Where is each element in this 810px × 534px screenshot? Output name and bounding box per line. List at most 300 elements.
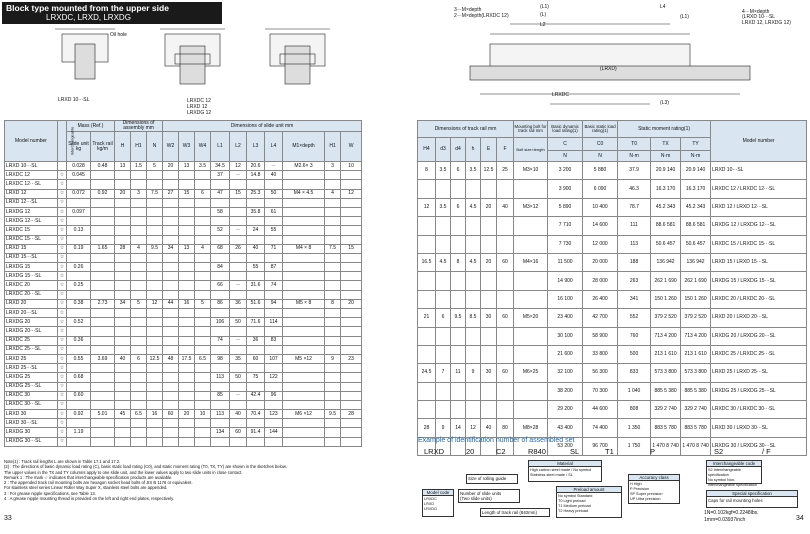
table-cell bbox=[230, 180, 247, 189]
table-cell bbox=[91, 235, 115, 244]
table-cell: 808 bbox=[618, 401, 651, 419]
table-row bbox=[5, 235, 362, 244]
box-preload-head: Preload amount bbox=[557, 487, 621, 493]
table-cell: LRXDG 12···SL bbox=[5, 217, 58, 226]
rt-col-d3: d3 bbox=[436, 138, 451, 162]
rt-head-sta: Basic static load rating(1) bbox=[583, 121, 618, 138]
table-row bbox=[418, 180, 807, 198]
lt-col-w2: W2 bbox=[163, 132, 179, 162]
table-cell: 60 bbox=[230, 428, 247, 437]
table-cell: 26 400 bbox=[583, 290, 618, 308]
table-cell bbox=[67, 217, 91, 226]
table-cell bbox=[466, 290, 481, 308]
box-model-head: Model code bbox=[423, 490, 453, 496]
table-row bbox=[5, 263, 362, 272]
rt-col-h4: H4 bbox=[418, 138, 436, 162]
table-cell bbox=[67, 180, 91, 189]
table-cell: LRXDG 25···SL bbox=[5, 382, 58, 391]
table-cell: ☆ bbox=[58, 382, 67, 391]
table-cell: LRXD 25 / LRXD 25···SL bbox=[711, 364, 807, 382]
table-cell: 58 900 bbox=[583, 327, 618, 345]
table-cell bbox=[179, 226, 195, 235]
table-cell: － bbox=[230, 391, 247, 400]
table-cell: 122 bbox=[265, 373, 283, 382]
table-cell: LRXD 10···SL bbox=[711, 162, 807, 180]
table-cell: ☆ bbox=[58, 419, 67, 428]
table-cell: － bbox=[230, 226, 247, 235]
table-cell bbox=[179, 235, 195, 244]
table-cell bbox=[195, 327, 211, 336]
table-cell bbox=[195, 345, 211, 354]
table-cell bbox=[325, 391, 341, 400]
table-cell bbox=[115, 309, 131, 318]
table-cell bbox=[211, 235, 230, 244]
table-cell: 8 bbox=[451, 253, 466, 271]
table-cell: 10 400 bbox=[583, 198, 618, 216]
table-cell bbox=[265, 400, 283, 409]
table-cell bbox=[265, 180, 283, 189]
table-cell bbox=[115, 253, 131, 262]
table-row bbox=[5, 272, 362, 281]
table-cell: 47 bbox=[211, 189, 230, 198]
table-row bbox=[418, 327, 807, 345]
table-cell bbox=[341, 364, 362, 373]
note-line: For stainless steel series Linear Roller Way Super X, stainless steel bolts are appended. bbox=[4, 485, 168, 491]
table-cell bbox=[131, 336, 147, 345]
table-row bbox=[5, 382, 362, 391]
table-cell bbox=[466, 401, 481, 419]
table-cell: LRXDG 15 bbox=[5, 263, 58, 272]
table-cell bbox=[514, 401, 548, 419]
table-cell bbox=[147, 364, 163, 373]
table-cell: LRXD 15 bbox=[5, 244, 58, 253]
table-cell: 16.5 bbox=[418, 253, 436, 271]
table-cell: LRXD 20 / LRXD 20···SL bbox=[711, 309, 807, 327]
table-cell: 40 bbox=[481, 419, 497, 437]
table-cell bbox=[163, 400, 179, 409]
table-cell bbox=[147, 253, 163, 262]
drawing-label-lrxd10: LRXD 10···SL bbox=[58, 97, 90, 103]
table-row bbox=[5, 400, 362, 409]
table-cell: 13 bbox=[115, 162, 131, 171]
table-cell bbox=[179, 171, 195, 180]
table-cell bbox=[283, 428, 325, 437]
table-cell bbox=[131, 198, 147, 207]
table-cell bbox=[265, 217, 283, 226]
table-cell: 12 bbox=[147, 299, 163, 308]
table-cell bbox=[247, 272, 265, 281]
table-cell bbox=[67, 198, 91, 207]
table-cell: ☆ bbox=[58, 345, 67, 354]
table-cell: 113 bbox=[211, 373, 230, 382]
lt-col-h: H bbox=[115, 132, 131, 162]
table-cell: 833 bbox=[618, 364, 651, 382]
table-cell bbox=[341, 373, 362, 382]
table-cell: 15 bbox=[179, 189, 195, 198]
table-cell bbox=[91, 373, 115, 382]
table-cell bbox=[497, 401, 514, 419]
table-row bbox=[418, 290, 807, 308]
table-cell: 144 bbox=[265, 428, 283, 437]
table-cell: M4×16 bbox=[514, 253, 548, 271]
box-accuracy-text: H High P Precision SP Super precision UP Ultra precision bbox=[630, 482, 663, 501]
lt-body bbox=[5, 162, 362, 447]
table-cell bbox=[265, 364, 283, 373]
table-cell bbox=[115, 391, 131, 400]
table-cell: 0.36 bbox=[67, 336, 91, 345]
table-cell: ☆ bbox=[58, 309, 67, 318]
table-cell: 1.19 bbox=[67, 428, 91, 437]
table-cell: 60 bbox=[497, 253, 514, 271]
table-cell bbox=[147, 226, 163, 235]
table-cell: 573 3 800 bbox=[651, 364, 681, 382]
table-cell bbox=[514, 217, 548, 235]
table-cell: LRXDC 12···SL bbox=[5, 180, 58, 189]
table-cell: 20 bbox=[481, 253, 497, 271]
left-spec-table bbox=[4, 120, 362, 447]
table-cell: 0.028 bbox=[67, 162, 91, 171]
table-cell: LRXDC 25···SL bbox=[5, 345, 58, 354]
table-cell bbox=[230, 272, 247, 281]
table-row bbox=[5, 290, 362, 299]
table-cell bbox=[325, 345, 341, 354]
table-row bbox=[5, 309, 362, 318]
table-cell: 5 890 bbox=[548, 198, 583, 216]
table-cell: 28 bbox=[418, 419, 436, 437]
table-cell bbox=[436, 272, 451, 290]
table-cell bbox=[147, 309, 163, 318]
table-cell bbox=[91, 419, 115, 428]
table-row bbox=[5, 428, 362, 437]
table-cell bbox=[230, 364, 247, 373]
table-cell: 2.73 bbox=[91, 299, 115, 308]
table-cell: LRXDC 12 / LRXDC 12···SL bbox=[711, 180, 807, 198]
table-cell: 9.5 bbox=[147, 244, 163, 253]
table-cell bbox=[341, 235, 362, 244]
table-cell bbox=[481, 290, 497, 308]
table-cell: ☆ bbox=[58, 318, 67, 327]
table-cell bbox=[179, 290, 195, 299]
table-row bbox=[5, 419, 362, 428]
table-cell: 74 bbox=[211, 336, 230, 345]
table-cell bbox=[91, 391, 115, 400]
table-cell: 7 730 bbox=[548, 235, 583, 253]
table-cell bbox=[115, 235, 131, 244]
table-cell: 16 bbox=[179, 299, 195, 308]
lt-head-interchange: Interchangeable bbox=[58, 121, 67, 162]
table-cell: 0.26 bbox=[67, 263, 91, 272]
notes bbox=[4, 459, 404, 501]
table-cell: 123 bbox=[265, 410, 283, 419]
table-cell bbox=[195, 217, 211, 226]
table-cell: 6 bbox=[436, 309, 451, 327]
table-cell: LRXDG 15···SL bbox=[5, 272, 58, 281]
table-cell: 106 bbox=[211, 318, 230, 327]
table-cell: 213 1 610 bbox=[681, 345, 711, 363]
table-cell: 885 5 380 bbox=[681, 382, 711, 400]
table-cell bbox=[195, 180, 211, 189]
table-cell bbox=[265, 327, 283, 336]
code-part-special: / F bbox=[762, 447, 771, 456]
table-cell bbox=[147, 281, 163, 290]
table-cell bbox=[115, 437, 131, 446]
table-cell: 26 bbox=[230, 244, 247, 253]
table-cell: LRXD 15 / LRXD 15···SL bbox=[711, 253, 807, 271]
table-cell: LRXD 15···SL bbox=[5, 253, 58, 262]
table-cell bbox=[247, 382, 265, 391]
table-cell: 329 2 740 bbox=[681, 401, 711, 419]
table-cell bbox=[325, 400, 341, 409]
table-cell bbox=[115, 198, 131, 207]
table-cell bbox=[147, 382, 163, 391]
table-cell bbox=[265, 235, 283, 244]
table-cell: 7.5 bbox=[147, 189, 163, 198]
table-cell: M6×25 bbox=[514, 364, 548, 382]
table-cell: 20 bbox=[481, 198, 497, 216]
table-cell bbox=[283, 207, 325, 216]
table-cell: M5 × 8 bbox=[283, 299, 325, 308]
rt-col-ty: TY bbox=[681, 138, 711, 151]
rt-col-f: F bbox=[497, 138, 514, 162]
table-cell: 883 5 780 bbox=[681, 419, 711, 437]
table-cell: LRXD 30 / LRXD 30···SL bbox=[711, 419, 807, 437]
table-cell: 51.6 bbox=[247, 299, 265, 308]
table-cell: 20 bbox=[163, 162, 179, 171]
lt-col-h1: H1 bbox=[131, 132, 147, 162]
table-cell bbox=[163, 327, 179, 336]
table-cell: 7.5 bbox=[325, 244, 341, 253]
table-cell bbox=[325, 198, 341, 207]
table-cell bbox=[451, 401, 466, 419]
table-cell: 34 bbox=[163, 244, 179, 253]
table-cell: 42.4 bbox=[247, 391, 265, 400]
table-cell: 188 bbox=[618, 253, 651, 271]
table-cell bbox=[325, 437, 341, 446]
table-cell: 552 bbox=[618, 309, 651, 327]
rt-col-e: E bbox=[481, 138, 497, 162]
table-cell: 6.5 bbox=[195, 354, 211, 363]
table-cell: 0.13 bbox=[67, 226, 91, 235]
table-cell bbox=[265, 272, 283, 281]
table-cell: 10 bbox=[195, 410, 211, 419]
table-cell: 760 bbox=[618, 327, 651, 345]
table-cell: 3 bbox=[131, 189, 147, 198]
table-cell bbox=[325, 281, 341, 290]
table-cell: 3.69 bbox=[91, 354, 115, 363]
table-cell bbox=[131, 290, 147, 299]
code-part-units: C2 bbox=[496, 447, 506, 456]
table-cell: LRXDC 15 / LRXDC 15···SL bbox=[711, 235, 807, 253]
table-cell bbox=[341, 400, 362, 409]
table-cell bbox=[91, 226, 115, 235]
table-cell: 35 bbox=[230, 354, 247, 363]
table-cell bbox=[265, 198, 283, 207]
table-cell bbox=[451, 217, 466, 235]
table-cell: 136 942 bbox=[651, 253, 681, 271]
table-cell: 85 bbox=[211, 391, 230, 400]
table-cell bbox=[211, 382, 230, 391]
table-cell bbox=[247, 180, 265, 189]
table-cell bbox=[341, 281, 362, 290]
table-cell: ☆ bbox=[58, 253, 67, 262]
box-preload-text: No symbol Standard T0 Light preload T1 Medium preload T2 Heavy preload bbox=[558, 494, 593, 513]
table-cell: ☆ bbox=[58, 198, 67, 207]
table-cell bbox=[325, 253, 341, 262]
table-row bbox=[5, 437, 362, 446]
table-cell: LRXDG 20 / LRXDG 20···SL bbox=[711, 327, 807, 345]
table-cell: 42 700 bbox=[583, 309, 618, 327]
table-cell bbox=[451, 382, 466, 400]
table-cell: 113 bbox=[211, 410, 230, 419]
table-cell: LRXDG 30 bbox=[5, 428, 58, 437]
box-material bbox=[528, 460, 602, 482]
table-cell bbox=[67, 327, 91, 336]
table-cell: 50.6 457 bbox=[681, 235, 711, 253]
table-cell bbox=[91, 318, 115, 327]
table-cell bbox=[195, 437, 211, 446]
table-cell bbox=[283, 198, 325, 207]
table-cell: 4 bbox=[325, 189, 341, 198]
table-cell bbox=[179, 373, 195, 382]
table-cell bbox=[451, 272, 466, 290]
table-cell: － bbox=[230, 336, 247, 345]
table-cell: 4.5 bbox=[466, 198, 481, 216]
table-cell: 263 bbox=[618, 272, 651, 290]
table-cell bbox=[325, 217, 341, 226]
table-cell: 61 bbox=[265, 207, 283, 216]
conversion-line: 1mm=0.03937inch bbox=[704, 517, 746, 523]
table-cell: 885 5 380 bbox=[651, 382, 681, 400]
table-cell bbox=[163, 428, 179, 437]
table-cell: 36 bbox=[230, 299, 247, 308]
table-cell bbox=[91, 263, 115, 272]
table-cell bbox=[115, 336, 131, 345]
table-cell bbox=[179, 281, 195, 290]
table-cell: ☆ bbox=[58, 180, 67, 189]
table-cell bbox=[211, 364, 230, 373]
table-cell: 80 bbox=[497, 419, 514, 437]
table-cell: 107 bbox=[265, 354, 283, 363]
table-cell: 55 bbox=[247, 263, 265, 272]
table-cell: ☆ bbox=[58, 428, 67, 437]
drawing-label-l4: L4 bbox=[660, 4, 666, 10]
table-cell: 9.5 bbox=[325, 410, 341, 419]
table-cell: ☆ bbox=[58, 364, 67, 373]
table-cell: 3 200 bbox=[548, 162, 583, 180]
table-cell bbox=[341, 428, 362, 437]
table-cell: M6 ×12 bbox=[283, 410, 325, 419]
table-cell bbox=[67, 290, 91, 299]
table-cell: 113 bbox=[618, 235, 651, 253]
table-cell bbox=[91, 281, 115, 290]
table-cell bbox=[247, 217, 265, 226]
table-cell bbox=[283, 253, 325, 262]
table-cell bbox=[115, 373, 131, 382]
table-cell bbox=[67, 235, 91, 244]
table-cell: 114 bbox=[265, 318, 283, 327]
drawing-label-lrxd: (LRXD) bbox=[600, 66, 617, 72]
table-cell bbox=[466, 180, 481, 198]
table-cell: LRXD 12 / LRXD 12···SL bbox=[711, 198, 807, 216]
table-cell bbox=[131, 180, 147, 189]
table-cell bbox=[247, 364, 265, 373]
table-cell bbox=[325, 327, 341, 336]
table-cell: LRXDG 30···SL bbox=[5, 437, 58, 446]
table-cell bbox=[91, 290, 115, 299]
table-cell: ☆ bbox=[58, 263, 67, 272]
table-cell bbox=[325, 373, 341, 382]
lt-head-slide-dims: Dimensions of slide unit mm bbox=[163, 121, 362, 132]
table-cell bbox=[131, 419, 147, 428]
table-cell: LRXD 25···SL bbox=[5, 364, 58, 373]
lt-col-l4: L4 bbox=[265, 132, 283, 162]
table-cell: 74 400 bbox=[583, 419, 618, 437]
table-row bbox=[418, 198, 807, 216]
table-cell bbox=[436, 235, 451, 253]
table-cell bbox=[283, 400, 325, 409]
table-cell bbox=[436, 345, 451, 363]
table-cell bbox=[325, 364, 341, 373]
table-cell bbox=[131, 400, 147, 409]
table-cell: LRXD 30···SL bbox=[5, 419, 58, 428]
table-cell bbox=[247, 290, 265, 299]
table-cell bbox=[163, 419, 179, 428]
table-cell: ☆ bbox=[58, 290, 67, 299]
lt-col-l2: L2 bbox=[230, 132, 247, 162]
table-cell bbox=[451, 180, 466, 198]
table-row bbox=[418, 419, 807, 437]
table-cell bbox=[341, 309, 362, 318]
table-cell: 14.8 bbox=[247, 171, 265, 180]
table-cell bbox=[115, 263, 131, 272]
table-cell bbox=[265, 345, 283, 354]
table-cell: 16 bbox=[147, 410, 163, 419]
table-cell bbox=[163, 253, 179, 262]
table-row bbox=[418, 364, 807, 382]
table-cell bbox=[283, 309, 325, 318]
table-cell: 53 200 bbox=[548, 437, 583, 455]
table-cell bbox=[283, 235, 325, 244]
table-cell: 75 bbox=[247, 373, 265, 382]
table-cell: 70 300 bbox=[583, 382, 618, 400]
table-cell: 6 bbox=[131, 354, 147, 363]
table-cell bbox=[325, 336, 341, 345]
table-cell: 50 bbox=[230, 373, 247, 382]
table-cell bbox=[341, 226, 362, 235]
table-cell: 52 bbox=[211, 226, 230, 235]
rt-unit-ty: N·m bbox=[681, 151, 711, 162]
table-row bbox=[5, 318, 362, 327]
table-cell: 40 bbox=[115, 354, 131, 363]
table-cell: 28 000 bbox=[583, 272, 618, 290]
table-cell: 71 bbox=[265, 244, 283, 253]
table-cell bbox=[283, 345, 325, 354]
table-cell: 213 1 610 bbox=[651, 345, 681, 363]
table-cell bbox=[283, 373, 325, 382]
table-cell: 28 bbox=[341, 410, 362, 419]
table-row bbox=[418, 217, 807, 235]
drawing-label-lrxdg12: LRXDG 12 bbox=[187, 110, 212, 116]
table-cell bbox=[341, 263, 362, 272]
table-cell bbox=[195, 364, 211, 373]
table-cell bbox=[147, 290, 163, 299]
table-cell: 40 bbox=[265, 171, 283, 180]
table-cell: 14 900 bbox=[548, 272, 583, 290]
note-line: (2) : The directions of basic dynamic load rating (C), basic static load rating (C0), and static moment rating (T0, TX, TY) are shown in the sketches below. bbox=[4, 464, 287, 470]
table-cell: 713 4 200 bbox=[681, 327, 711, 345]
table-cell: 379 2 520 bbox=[651, 309, 681, 327]
table-cell bbox=[325, 272, 341, 281]
